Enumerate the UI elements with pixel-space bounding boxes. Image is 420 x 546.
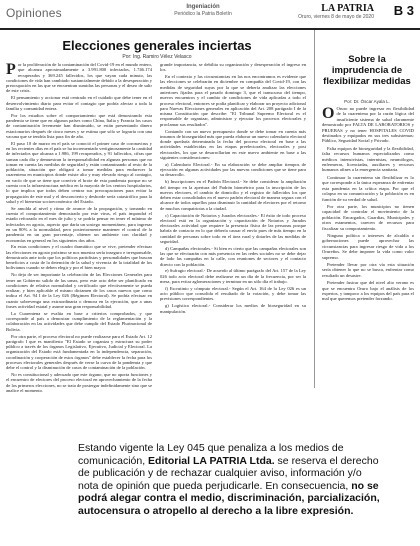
paragraph: f) Escrutinio y cómputo electoral.- Según el Art. 164 de la Ley 026 es un acto público que consolida el resultado de la votación, y debe tomar las previsiones correspondientes. [160,285,306,302]
side-article-byline: Por: Dr. Óscar Ayala L. [344,99,390,104]
paragraph: La Cuarentena se evalúa en base a criterios comprobados, y que corresponde al país a demostrar cumplimiento de la reglamentación y la colaboración en las actividades que debe cumplir del Estado Plurinacional de Bolivia. [6,310,152,332]
paragraph: No deja de ser importante la celebración de las Elecciones Generales para tener un Gobierno salido de las urnas, pero este acto debe ser planificado en condiciones de relativa normalidad y certificado que efectivamente se pueda realizar, y bien aplicable el mismo dictamen de los casos nuevos que como indica el Art. 94 I de la Ley 026 (Régimen Electoral). Se podría efectuar en cuanto sobrevenga una extraordinaria o demora en la ejecución, que a unas frases actividad estatal y asume una gran responsabilidad. [6,272,152,310]
page-header [0,0,420,30]
column-divider [314,30,315,388]
side-article-body [322,106,414,388]
drop-cap: P [6,61,16,78]
article-column-2 [160,62,306,388]
article-column-1 [6,61,152,394]
paragraph: Pretender fustrar que del nivel alto verano es que se encuentra Oruro bajo el análisis de los expertos, y tampoco a los equipos del país para el mal que queremos pretender forzando. [322,280,414,302]
disclaimer-text-1: Estando vigente la Ley 045 que penaliza a los medios de comunicación, [78,442,344,467]
banner-line-1: Ingeniación [186,4,220,10]
paragraph: En estas condiciones y el cuadro dramático que se vive, pretender efectuar las elecciones en agosto próximo se nos muestra sería inseguro e irresponsable, demostraría ante todo que los políticos partidistas y personalidades que buscan beneficios a costa de la detención de la salud y vivencia de la totalidad de los bolivianos cuando se deben elegir y por el bien mayor. [6,244,152,271]
paragraph: No es constitucional y adecuado que este órgano, que no aporta funciones y el encuentro de electores del proceso electoral en aprovechamiento de la fecha de los primeros elecciones, no se trata de postergar indefinidamente sino que se analice el momento. [6,372,152,394]
paragraph: Por los estudios sobre el comportamiento que está demostrando esta pandemia se tiene que en algunos países como China, Italia y Francia los casos de contaminación levemente han disminuido, se están presentando dinero estacionarios después de cinco meses y se estima que sólo se lograría con una vacuna que se tendría lista para fin de año. [6,112,152,139]
side-drop-cap: O [322,105,335,122]
page-number: B 3 [393,3,414,18]
paragraph: b) Inscripciones en el Padrón Electoral.- Se debe considerar la ampliación del tiempo en la apertura del Padrón biométrico para la inscripción de los nuevos electores, el cambio de domicilio y el registro de fallecidos los que deben estar consolidados en el nuevo padrón electoral de manera segura con el alcance de todos aquellos para disminuir la cantidad de electores por el retorno de muchos compatriotas a la ciudad. [160,179,306,211]
center-banner [170,4,236,18]
paragraph: El pensamiento y accionar está centrado en el cuidado que debe tener en el desenvolvimiento diario para evitar el contagio que podría afectar a toda la familia y comunidad entera. [6,95,152,111]
paragraph: a) Calendario Electoral.- En su elaboración se debe ampliar tiempos de ejecución en algunas actividades por las nuevas condiciones que se tiene para su desarrollo. [160,161,306,178]
paragraph: g) Logística electoral.- Considerar los medios de bioseguridad en su manipulación. [160,303,306,314]
paragraph: Contando con un nuevo presupuesto donde se debe tomar en cuenta más insumos de bioseguridad más que pueda elaborar un nuevo calendario electoral donde quedaría determinada la fecha del proceso electoral en base a las actividades establecidas en las etapas preelectorales, electorales y post electorales, los que se desarrollarían en este nuevo ambiente en base a las siguientes consideraciones: [160,128,306,161]
paragraph: El paso 10 de marzo en el país se conoció el primer caso de coronavirus y en los recientes días en el país se ha incrementado vertiginosamente la cantidad de infectados que alcanza a 1.986, 199 recuperados, y 91 fallecidos, cifras que suman cada día y demuestran la irresponsabilidad en algunas personas que no toman en cuenta las medidas de seguridad y están contaminando al resto de la población, situación que obligará a tomar medidas para endurecer la cuarentena en municipios donde existe alto y muy elevado riesgo al contagio, en vacío de que se tiene que convivir el brote de esta pandemia porque no se cuenta con la infraestructura médica en la mayoría de los centros hospitalarios, lo que implica que todos deben centrar sus preocupaciones para evitar la propagación de este mal y el desconcierto y desborde sería catastrófico para la salud y el bienestar socioeconómico del Estado. [6,140,152,204]
paragraph: Oruro no puede ingresar en flexibilidad de la cuarentena por la razón lógica del insuficiente sistema de salud claramente demostrado por FALTA DE LABORATORIOS y PRUEBAS y no tener HOSPITALES COVID destinados y equipados en sus tres subsistemas: Público, Seguridad Social y Privado. [322,106,414,144]
paragraph: or la proliferación de la contaminación del Covid-19 en el mundo entero, que alcanza aproximadamente a 3.991.800 infectados, 1.746.174 recuperados y 369.245 fallecidos, los que vayan cada minuto, las condiciones de vida han cambiado sustancialmente debido a la desesperación y preocupación en las que se encuentran sumidas las personas y el deseo de salir de este crisis. [6,62,152,94]
paragraph: Se amolda al nivel y ritmo de avance de la propagación, y tomando en cuenta el comportamiento demostrado por este virus, el país impondrá el estado reforzado en el mes de julio y se podría pensar en tener el mínimo de infectados en agosto, aspecto que daría un sosiego momentáneo, para ingresar en un 80% a la normalidad, pero posteriormente mantener el control de la pandemia en un gran porcentaje, obtener un ambiente con claridad y economías en general en los siguientes dos años. [6,205,152,243]
paragraph: e) Sufragio electoral.- De acuerdo al último parágrafo del Art. 157 de la Ley 026 todo acto electoral debe realizarse en un día de la frecuencia, por ser la mesa, para evitar aglomeraciones y terminar en un sólo día el trabajo. [160,268,306,285]
paragraph: c) Capacitación de Notarios y Jurados electorales.- El éxito de todo proceso electoral está en la organización y capacitación de Notarios y Jurados electorales actividad que requiere la presencia física de las personas porque habría de contacto en lo que debería causar el envío pues de más tiempo en la cantidad de personas sobre todo en el área rural y dotarles de las medidas de seguridad. [160,212,306,244]
banner-line-2: Periódico la Patria Boletín [174,11,232,17]
paragraph: Por otra parte, el proceso electoral no puede realizarse para el Estado Art. 12 parágrafo I que es manifiesto "El Estado se organiza y estructura su poder público a través de los órganos Legislativo, Ejecutivo, Judicial y Electoral. La organización del Estado está fundamentada en la independencia, separación, coordinación y cooperación de estos órganos" debe establecer la fecha para los procesos electorales generales después de verse la curva de la pandemia y que debe el control y la disminución de casos de contaminación de la población. [6,333,152,371]
paragraph: Pretender llevar por otra vía esta situación sería obtener lo que no se busca, enfrentar como resultado un desastre. [322,261,414,278]
paragraph: Ninguna política o intereses de alcaldía o gobernaciones puede aprovechar las circunstancias para ingresar riesgo de vida a los Orureños. Se debe imponer la vida como valor supremo. [322,232,414,260]
side-article-title: Sobre la imprudencia de flexibilizar medidas [323,54,411,87]
paragraph: Por otra parte, los municipios no tienen capacidad de controlar el movimiento de la población. Encargados, Guardias, Municipales y otros estamentos, carecen de recursos para fiscalizar su comportamiento. [322,203,414,231]
disclaimer-text-2: se reserva el derecho de publicación y de rechazar cualquier aviso, información y/o nota de opinión que pueda perjudicarle. En consecuencia, [78,454,379,492]
article-title: Elecciones generales inciertas [62,38,252,53]
header-rule [0,28,420,30]
newspaper-brand: LA PATRIA [321,3,374,14]
paragraph: grande importancia, se debilita su organización y desesperación el ingreso en los. [160,62,306,73]
issue-date: Oruro, viernes 8 de mayo de 2020 [298,14,374,20]
disclaimer-conclusion: no se podrá alegar contra el medio, discriminación, parcialización, autocensura o atropello al derecho a la libre expresión. [78,479,380,517]
disclaimer-publisher: Editorial LA PATRIA Ltda. [148,454,275,467]
section-name: Opiniones [6,6,62,20]
paragraph: d) Campañas electorales.- Si bien es cierto que las campañas electorales son las que se efectuarán con más presencia en las redes sociales no se debe dejar de lado las campañas en la calle, con reuniones de sectores y el contacto directo con la población. [160,245,306,267]
article-byline: Por: Ing. Ramiro Vélez Velasco [122,54,192,60]
paragraph: Continuar la cuarentena sin flexibilizar es lo que corresponde a la única esperanza de enfrentar esta pandemia en la crítica etapa. Por que el colapso en su comunicación y la población es en función de su verdad de salud. [322,174,414,202]
legal-disclaimer [78,442,384,518]
paragraph: Falta equipos de bioseguridad y la flexibilidad, falta recursos humanos especializados como médicos intensivistas, internistas, neumólogos, enfermeras, licenciadas, auxiliares y recursos humanos afines a la emergencia sanitaria. [322,145,414,173]
paragraph: En el contexto y las circunstancias en las nos encontramos es evidente que las elecciones se celebrarán en diciembre en compañía del Covid-19, con las medidas de seguridad suyas por la que se debería analizar las elecciones anteriores fijadas para el pasado domingo 3, que el transcurso del tiempo, nuevos encuentros y el cambio de condiciones de vida aplicadas a todo el proceso electoral, entonces se podía planificar y elaborar un proyecto adicional para Nuevas Elecciones generales en aplicación del Art. 208 parágrafo I de la misma Constitución que describe: "El Tribunal Supremo Electoral es el responsable de organizar, administrar y ejecutar los procesos electorales y proclamar sus resultados". [160,74,306,127]
